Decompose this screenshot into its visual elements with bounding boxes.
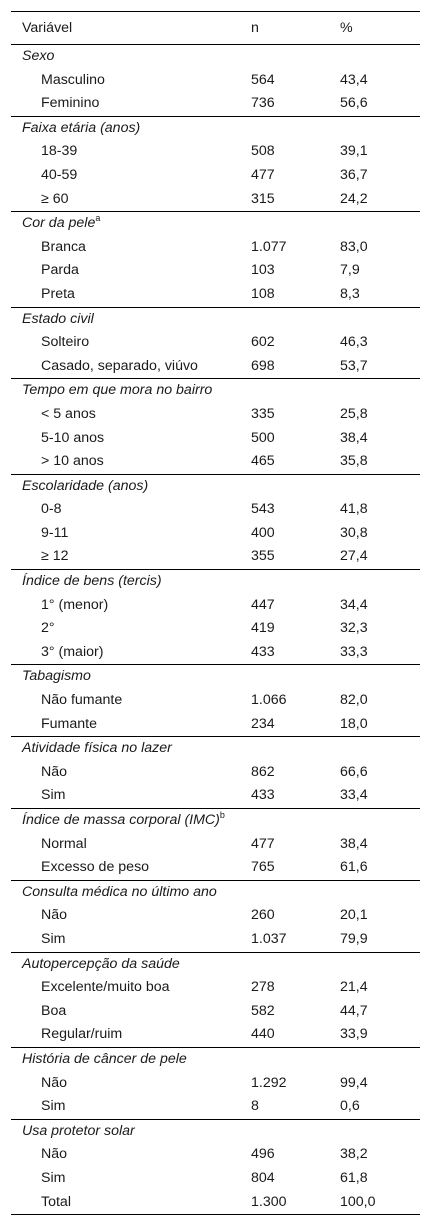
row-label: Não (41, 763, 68, 780)
row-n: 260 (251, 907, 275, 924)
table-row (11, 259, 420, 283)
row-n: 278 (251, 979, 275, 996)
group-label-text: Autopercepção da saúde (22, 955, 180, 972)
table-row (11, 1167, 420, 1191)
row-label: 1° (menor) (41, 596, 109, 613)
row-n: 315 (251, 190, 275, 207)
row-label: Masculino (41, 71, 105, 88)
header-n: n (251, 20, 259, 36)
table-row (11, 140, 420, 164)
row-n: 400 (251, 524, 275, 541)
row-percent: 32,3 (340, 620, 368, 637)
row-n: 465 (251, 453, 275, 470)
row-n: 582 (251, 1002, 275, 1019)
row-percent: 61,6 (340, 859, 368, 876)
group-label-text: Consulta médica no último ano (22, 883, 217, 900)
table-row (11, 617, 420, 641)
row-n: 1.292 (251, 1074, 287, 1091)
group-header (11, 307, 420, 332)
row-percent: 99,4 (340, 1074, 368, 1091)
row-label: Sim (41, 1098, 66, 1115)
row-label: Não (41, 1074, 68, 1091)
row-percent: 18,0 (340, 715, 368, 732)
group-label (11, 737, 251, 761)
table-row (11, 1191, 420, 1215)
row-percent: 38,4 (340, 835, 368, 852)
group-header (11, 880, 420, 905)
group-label (11, 881, 251, 905)
row-percent: 46,3 (340, 334, 368, 351)
group-label (11, 117, 251, 141)
row-n: 477 (251, 166, 275, 183)
row-percent: 24,2 (340, 190, 368, 207)
group-header (11, 952, 420, 977)
group-label (11, 1120, 251, 1144)
row-percent: 39,1 (340, 143, 368, 160)
table-row (11, 1023, 420, 1047)
row-percent: 33,3 (340, 643, 368, 660)
row-label: 40-59 (41, 166, 78, 183)
row-n: 508 (251, 143, 275, 160)
group-label (11, 308, 251, 332)
group-label-text: Faixa etária (anos) (22, 119, 141, 136)
table-row (11, 761, 420, 785)
row-n: 765 (251, 859, 275, 876)
group-label (11, 45, 251, 69)
row-n: 862 (251, 763, 275, 780)
row-label: Fumante (41, 715, 97, 732)
row-label: ≥ 12 (41, 548, 69, 565)
table-row (11, 164, 420, 188)
row-label: Regular/ruim (41, 1026, 123, 1043)
group-header (11, 116, 420, 141)
table-row (11, 69, 420, 93)
row-n: 234 (251, 715, 275, 732)
row-label: Não (41, 1146, 68, 1163)
row-label: Boa (41, 1002, 67, 1019)
group-label (11, 475, 251, 499)
row-percent: 61,8 (340, 1169, 368, 1186)
group-label-text: Índice de massa corporal (IMC) (22, 812, 220, 828)
group-header (11, 1047, 420, 1072)
table-row (11, 904, 420, 928)
group-label-text: Cor da pele (22, 215, 96, 232)
row-n: 477 (251, 835, 275, 852)
table-row (11, 403, 420, 427)
row-n: 419 (251, 620, 275, 637)
group-label-text: Índice de bens (tercis) (22, 573, 162, 590)
row-n: 1.077 (251, 238, 287, 255)
group-header (11, 378, 420, 403)
row-n: 440 (251, 1026, 275, 1043)
row-percent: 25,8 (340, 405, 368, 422)
row-percent: 100,0 (340, 1193, 376, 1210)
group-header (11, 211, 420, 236)
group-label (11, 1048, 251, 1072)
row-n: 335 (251, 405, 275, 422)
table-row (11, 1072, 420, 1096)
row-n: 500 (251, 429, 275, 446)
row-percent: 38,4 (340, 429, 368, 446)
row-percent: 35,8 (340, 453, 368, 470)
table-row (11, 188, 420, 212)
table-row (11, 641, 420, 665)
group-label (11, 809, 251, 833)
row-percent: 82,0 (340, 692, 368, 709)
row-n: 804 (251, 1169, 275, 1186)
row-n: 447 (251, 596, 275, 613)
row-n: 433 (251, 643, 275, 660)
group-label (11, 665, 251, 689)
row-n: 108 (251, 285, 275, 302)
row-label: Excesso de peso (41, 859, 150, 876)
group-header (11, 736, 420, 761)
table-row (11, 856, 420, 880)
row-percent: 43,4 (340, 71, 368, 88)
table-row (11, 545, 420, 569)
table-row (11, 784, 420, 808)
row-n: 602 (251, 334, 275, 351)
row-percent: 66,6 (340, 763, 368, 780)
row-label: Feminino (41, 95, 100, 112)
header-percent: % (340, 20, 353, 36)
row-n: 564 (251, 71, 275, 88)
row-percent: 34,4 (340, 596, 368, 613)
row-percent: 44,7 (340, 1002, 368, 1019)
row-n: 736 (251, 95, 275, 112)
row-label: Total (41, 1193, 71, 1210)
table-row (11, 713, 420, 737)
group-label-text: Tabagismo (22, 668, 91, 685)
table-body (11, 45, 420, 1214)
table-row (11, 1000, 420, 1024)
group-label-text: Sexo (22, 48, 55, 64)
row-percent: 36,7 (340, 166, 368, 183)
table-row (11, 976, 420, 1000)
table-row (11, 427, 420, 451)
row-label: 0-8 (41, 501, 62, 518)
row-label: 18-39 (41, 143, 78, 160)
row-n: 698 (251, 357, 275, 374)
group-label (11, 212, 251, 236)
row-percent: 20,1 (340, 907, 368, 924)
row-percent: 30,8 (340, 524, 368, 541)
group-header (11, 664, 420, 689)
row-label: Excelente/muito boa (41, 979, 170, 996)
row-percent: 56,6 (340, 95, 368, 112)
group-label-text: História de câncer de pele (22, 1050, 187, 1067)
row-percent: 27,4 (340, 548, 368, 565)
row-label: 9-11 (41, 524, 69, 541)
row-label: Normal (41, 835, 87, 852)
data-table (11, 11, 420, 1215)
footnote-marker: a (95, 213, 101, 224)
table-header (11, 12, 420, 45)
table-row (11, 450, 420, 474)
row-n: 355 (251, 548, 275, 565)
row-percent: 79,9 (340, 930, 368, 947)
row-percent: 8,3 (340, 285, 360, 302)
row-label: 3° (maior) (41, 643, 104, 660)
row-percent: 38,2 (340, 1146, 368, 1163)
table-row (11, 928, 420, 952)
table-row (11, 498, 420, 522)
table-row (11, 594, 420, 618)
row-label: Solteiro (41, 334, 90, 351)
group-label-text: Escolaridade (anos) (22, 477, 149, 494)
row-n: 103 (251, 262, 275, 279)
group-label (11, 379, 251, 403)
row-label: Casado, separado, viúvo (41, 357, 198, 374)
group-header (11, 474, 420, 499)
row-n: 1.037 (251, 930, 287, 947)
table-row (11, 331, 420, 355)
row-label: 2° (41, 620, 55, 637)
group-header (11, 45, 420, 69)
row-n: 496 (251, 1146, 275, 1163)
row-label: Parda (41, 262, 79, 279)
row-label: Sim (41, 930, 66, 947)
row-label: Não fumante (41, 692, 123, 709)
row-n: 8 (251, 1098, 259, 1115)
group-label-text: Usa protetor solar (22, 1122, 135, 1139)
row-label: Não (41, 907, 68, 924)
row-n: 433 (251, 787, 275, 804)
table-row (11, 236, 420, 260)
row-percent: 33,9 (340, 1026, 368, 1043)
row-percent: 83,0 (340, 238, 368, 255)
row-percent: 0,6 (340, 1098, 360, 1115)
table-row (11, 522, 420, 546)
table-row (11, 833, 420, 857)
row-label: Sim (41, 787, 66, 804)
row-percent: 41,8 (340, 501, 368, 518)
group-header (11, 808, 420, 833)
row-percent: 33,4 (340, 787, 368, 804)
table-row (11, 1143, 420, 1167)
table-row (11, 355, 420, 379)
group-label-text: Estado civil (22, 310, 94, 327)
row-label: < 5 anos (41, 405, 96, 422)
table-row (11, 689, 420, 713)
group-label (11, 570, 251, 594)
table-row (11, 283, 420, 307)
row-percent: 53,7 (340, 357, 368, 374)
group-label (11, 953, 251, 977)
row-n: 1.066 (251, 692, 287, 709)
row-label: ≥ 60 (41, 190, 69, 207)
row-label: Sim (41, 1169, 66, 1186)
row-n: 1.300 (251, 1193, 287, 1210)
table-row (11, 1095, 420, 1119)
group-header (11, 1119, 420, 1144)
row-percent: 21,4 (340, 979, 368, 996)
group-label-text: Tempo em que mora no bairro (22, 382, 213, 399)
row-label: 5-10 anos (41, 429, 105, 446)
footnote-marker: b (219, 810, 225, 820)
group-label-text: Atividade física no lazer (22, 740, 172, 757)
row-label: Preta (41, 285, 75, 302)
row-n: 543 (251, 501, 275, 518)
header-variable: Variável (22, 20, 73, 36)
table-row (11, 92, 420, 116)
group-header (11, 569, 420, 594)
row-label: Branca (41, 238, 86, 255)
row-percent: 7,9 (340, 262, 360, 279)
row-label: > 10 anos (41, 453, 104, 470)
